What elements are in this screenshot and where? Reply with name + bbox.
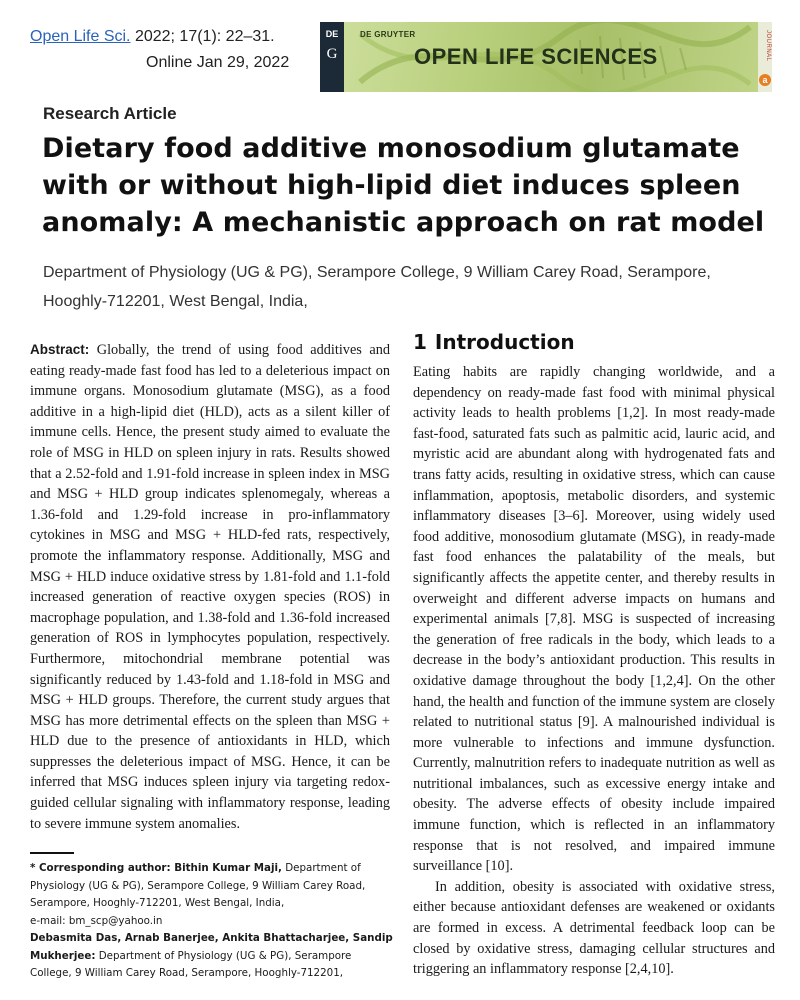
abstract-label: Abstract: bbox=[30, 342, 90, 357]
article-type: Research Article bbox=[43, 104, 177, 123]
journal-citation bbox=[30, 27, 275, 48]
online-date: Online Jan 29, 2022 bbox=[146, 54, 290, 71]
journal-banner[interactable] bbox=[320, 22, 772, 92]
author-affiliation: Department of Physiology (UG & PG), Serampore College, 9 William Carey Road, Serampore, Hooghly-712201, West Bengal, India, bbox=[43, 264, 711, 310]
corresponding-author-label: * Corresponding author: Bithin Kumar Maji, bbox=[30, 862, 282, 874]
introduction-section bbox=[413, 328, 775, 980]
corresponding-author-affiliation: Department of Physiology (UG & PG), Serampore College, 9 William Carey Road, Serampore, Hooghly-712201, West Bengal, India, bbox=[30, 862, 366, 909]
coauthors-affiliation: Department of Physiology (UG & PG), Serampore College, 9 William Carey Road, Serampore, Hooghly-712201, bbox=[30, 949, 352, 979]
journal-side-label: JOURNAL bbox=[765, 30, 771, 62]
abstract-text: Globally, the trend of using food additives and eating ready-made fast food has led to a deleterious impact on immune organs. Monosodium glutamate (MSG), as a food additive in a high-lipid diet (HLD), acts as a silent killer of immune cells. Hence, the present study aimed to evaluate the role of MSG in HLD on spleen injury in rats. Results showed that a 2.52-fold and 1.91-fold increase in spleen index in MSG and MSG + HLD group indicates splenomegaly, whereas a 1.36-fold and 1.29-fold increase in pro-inflammatory cytokines in MSG and MSG + HLD-fed rats, respectively, promote the inflammatory response. Additionally, MSG and MSG + HLD induce oxidative stress by 1.81-fold and 1.1-fold increased generation of reactive oxygen species (ROS) in macrophage population, and 1.38-fold and 1.36-fold increased generation of ROS in lymphocytes population, respectively. Furthermore, mitochondrial membrane potential was significantly reduced by 1.43-fold and 1.18-fold in MSG and MSG + HLD groups. Therefore, the current study argues that MSG has more detrimental effects on the spleen than MSG + HLD due to the presence of antioxidants in HLD, which suppresses the deleterious impact of MSG. Hence, it can be inferred that MSG induces spleen injury via targeting redox-guided cellular signaling with inflammatory response, leading to severe immune system anomalies. bbox=[30, 342, 390, 832]
section-number: 1 bbox=[413, 330, 427, 354]
corresponding-email: e-mail: bm_scp@yahoo.in bbox=[30, 914, 163, 927]
section-title: Introduction bbox=[434, 330, 575, 354]
abstract bbox=[30, 340, 390, 834]
degruyter-logo-icon: DE G bbox=[320, 22, 344, 92]
footnotes bbox=[30, 860, 395, 983]
banner-side-strip bbox=[758, 22, 772, 92]
intro-paragraph-2: In addition, obesity is associated with oxidative stress, either because antioxidant defenses are weakened or oxidants are formed in excess. A detrimental feedback loop can be closed by oxidative stress, damaging cellular structures and triggering an inflammatory response [2,4,10]. bbox=[413, 878, 775, 978]
footnote-divider bbox=[30, 852, 74, 854]
journal-banner-title: OPEN LIFE SCIENCES bbox=[414, 44, 658, 69]
section-heading bbox=[413, 328, 775, 356]
publisher-name: DE GRUYTER bbox=[360, 30, 416, 39]
journal-link[interactable]: Open Life Sci. bbox=[30, 28, 131, 45]
intro-paragraph-1: Eating habits are rapidly changing worldwide, and a dependency on ready-made fast food with minimal physical activity leads to health problems [1,2]. In most ready-made fast-food, saturated fats such as palmitic acid, lauric acid, and myristic acid are abundant along with hydrogenated fats and trans fatty acids, resulting in oxidative stress, which can cause inflammation, apoptosis, metabolic disorders, and systemic inflammatory diseases [3–6]. Moreover, using widely used food additive, monosodium glutamate (MSG), in ready-made fast food enhances the palatability of the meals, but significantly affects the appetite center, and thereby results in overweight and different adverse impacts on humans and experimental animals [7,8]. MSG is suspected of increasing the generation of free radicals in the body, which leads to a decrease in the body’s antioxidant production. This results in oxidative damage throughout the body [1,2,4]. On the other hand, the health and function of the immune system are closely related to nutritional status [9]. A malnourished individual is more vulnerable to infections and immune dysfunction. Currently, malnutrition refers to inadequate nutrition as well as nutritional imbalances, such as excessive energy intake and obesity. The adverse effects of obesity include impaired immune function, which is reflected in an inflammatory response that is not resolved, and impaired immune surveillance [10]. bbox=[413, 364, 775, 875]
open-access-icon: a bbox=[759, 74, 771, 86]
coauthors-label: Debasmita Das, Arnab Banerjee, Ankita Bhattacharjee, Sandip Mukherjee: bbox=[30, 932, 393, 962]
article-title: Dietary food additive monosodium glutamate with or without high-lipid diet induces spleen anomaly: A mechanistic approach on rat model bbox=[42, 133, 765, 238]
citation-details: 2022; 17(1): 22–31. bbox=[130, 28, 275, 45]
